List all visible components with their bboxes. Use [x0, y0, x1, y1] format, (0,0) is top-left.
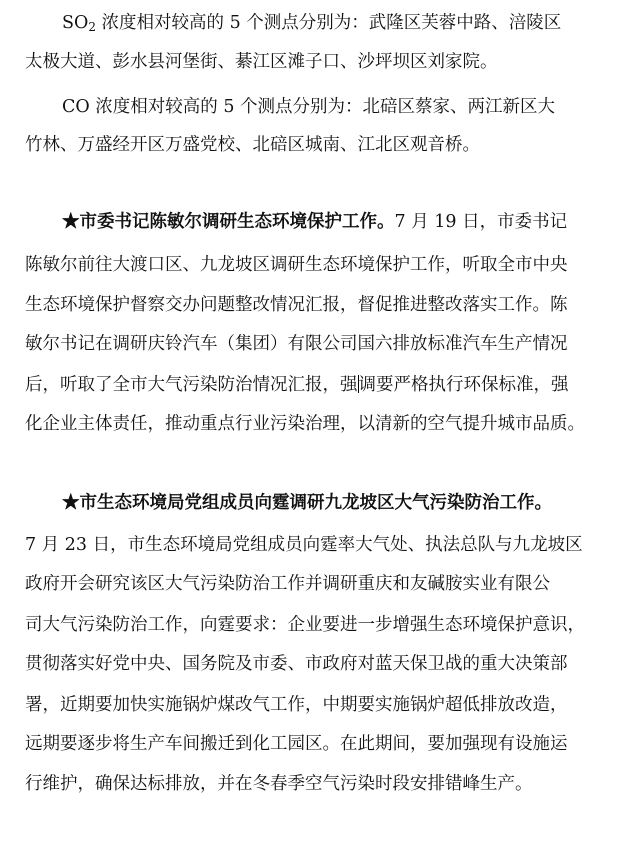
news-item-1-line-1	[0, 211, 639, 233]
news-item-1-date: 7 月 19 日，市委书记	[394, 212, 568, 232]
news-item-2-line-6: 远期要逐步将生产车间搬迁到化工园区。在此期间，要加强现有设施运	[25, 734, 568, 754]
news-item-2-heading	[0, 492, 639, 514]
news-item-2-line-2: 政府开会研究该区大气污染防治工作并调研重庆和友碱胺实业有限公	[25, 574, 550, 594]
so2-label: SO	[62, 13, 89, 33]
so2-subscript: 2	[88, 20, 96, 34]
so2-paragraph-line-2: 太极大道、彭水县河堡街、綦江区滩子口、沙坪坝区刘家院。	[25, 52, 498, 72]
news-item-1-line-6: 化企业主体责任，推动重点行业污染治理，以清新的空气提升城市品质。	[25, 414, 585, 434]
co-paragraph-line-2: 竹林、万盛经开区万盛党校、北碚区城南、江北区观音桥。	[25, 135, 480, 155]
co-paragraph-line-1: CO 浓度相对较高的 5 个测点分别为：北碚区蔡家、两江新区大	[62, 97, 556, 117]
news-item-1-line-3: 生态环境保护督察交办问题整改情况汇报，督促推进整改落实工作。陈	[25, 295, 568, 315]
news-item-1-line-5-b: 调要严格执行环保标准，强	[358, 375, 569, 395]
news-item-1-line-5	[0, 374, 639, 396]
news-item-2-line-1: 7 月 23 日，市生态环境局党组成员向霆率大气处、执法总队与九龙坡区	[25, 535, 583, 555]
news-item-2-line-4: 贯彻落实好党中央、国务院及市委、市政府对蓝天保卫战的重大决策部	[25, 654, 568, 674]
news-item-1-line-4: 敏尔书记在调研庆铃汽车（集团）有限公司国六排放标准汽车生产情况	[25, 334, 568, 354]
news-item-2-line-7: 行维护，确保达标排放，并在冬春季空气污染时段安排错峰生产。	[25, 774, 533, 794]
news-item-1-line-5-a: 后，听取了全市大气污染防治情况汇报，强	[25, 375, 358, 395]
news-item-2-heading-text: ★市生态环境局党组成员向霆调研九龙坡区大气污染防治工作。	[62, 493, 552, 513]
news-item-1-line-2: 陈敏尔前往大渡口区、九龙坡区调研生态环境保护工作，听取全市中央	[25, 255, 568, 275]
so2-text: 浓度相对较高的 5 个测点分别为：武隆区芙蓉中路、涪陵区	[95, 13, 562, 33]
news-item-2-line-3: 司大气污染防治工作，向霆要求：企业要进一步增强生态环境保护意识，	[25, 615, 585, 635]
so2-paragraph-line-1	[0, 12, 639, 34]
news-item-2-line-5: 署，近期要加快实施锅炉煤改气工作，中期要实施锅炉超低排放改造，	[25, 695, 568, 715]
news-item-1-heading: ★市委书记陈敏尔调研生态环境保护工作。	[62, 212, 395, 232]
